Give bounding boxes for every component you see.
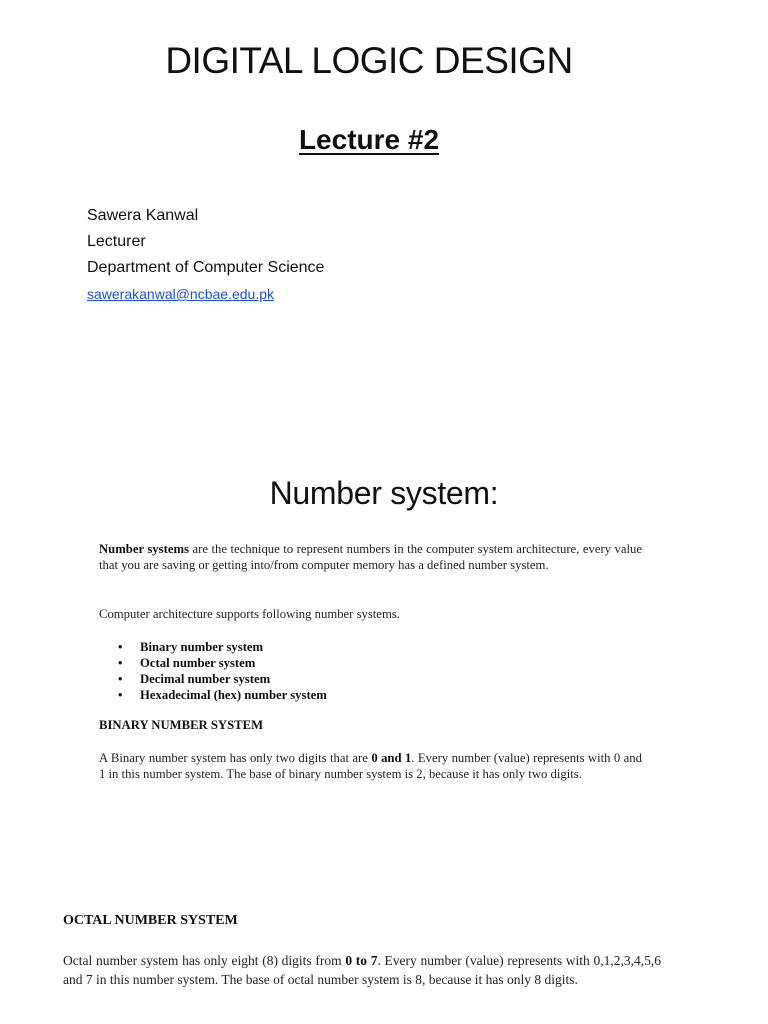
section-title: Number system: (269, 475, 499, 511)
intro-bold-lead: Number systems (99, 542, 189, 556)
list-item: • Octal number system (118, 656, 256, 670)
octal-digits-bold: 0 to 7 (345, 953, 378, 968)
supports-paragraph: Computer architecture supports following number systems. (99, 607, 400, 621)
binary-paragraph: A Binary number system has only two digits that are 0 and 1. Every number (value) represents with 0 and 1 in this number system. The base of binary number system is 2, because it has only two digits. (99, 751, 642, 781)
author-block (87, 203, 324, 308)
bullet-icon: • (118, 688, 123, 702)
list-item: • Hexadecimal (hex) number system (118, 688, 327, 702)
octal-heading: OCTAL NUMBER SYSTEM (63, 913, 238, 928)
number-systems-list (118, 639, 327, 703)
document-title: DIGITAL LOGIC DESIGN (165, 40, 573, 81)
author-email-link[interactable]: sawerakanwal@ncbae.edu.pk (87, 286, 274, 302)
lecture-number (0, 124, 738, 156)
octal-paragraph: Octal number system has only eight (8) digits from 0 to 7. Every number (value) represents with 0,1,2,3,4,5,6 and 7 in this number system. The base of octal number system is 8, because it has only 8 digits. (63, 953, 661, 987)
bullet-icon: • (118, 656, 123, 670)
author-name: Sawera Kanwal (87, 207, 199, 224)
bullet-icon: • (118, 640, 123, 654)
author-role: Lecturer (87, 233, 146, 250)
author-department: Department of Computer Science (87, 259, 325, 276)
intro-text: are the technique to represent numbers in the computer system architecture, every value that you are saving or getting into/from computer memory has a defined number system. (99, 542, 642, 572)
binary-heading: BINARY NUMBER SYSTEM (99, 718, 264, 732)
binary-digits-bold: 0 and 1 (371, 751, 412, 765)
intro-paragraph (99, 541, 642, 573)
list-item: • Binary number system (118, 640, 264, 654)
lecture-number-text: Lecture #2 (298, 124, 440, 155)
bullet-icon: • (118, 672, 123, 686)
list-item: • Decimal number system (118, 672, 271, 686)
